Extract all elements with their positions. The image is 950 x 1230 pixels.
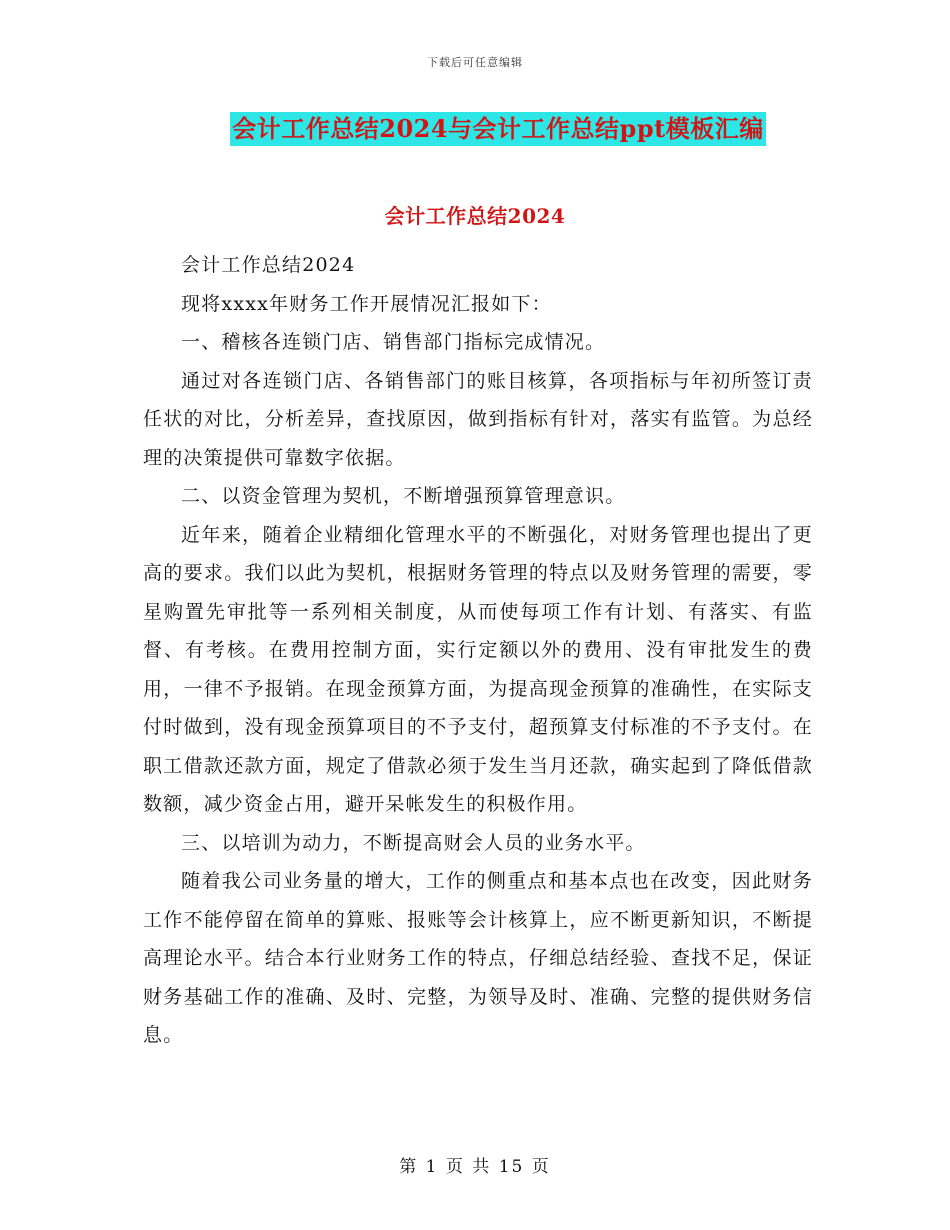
paragraph-7-heading: 三、以培训为动力，不断提高财会人员的业务水平。 — [181, 831, 646, 854]
document-body — [143, 246, 813, 1055]
document-title-container — [0, 112, 950, 146]
paragraph-2: 现将xxxx年财务工作开展情况汇报如下： — [181, 292, 552, 315]
paragraph-4: 通过对各连锁门店、各销售部门的账目核算，各项指标与年初所签订责任状的对比，分析差异，查找原因，做到指标有针对，落实有监管。为总经理的决策提供可靠数字依据。 — [143, 369, 813, 469]
header-note: 下载后可任意编辑 — [427, 56, 523, 69]
section-title: 会计工作总结2024 — [384, 204, 566, 228]
paragraph-5-heading: 二、以资金管理为契机，不断增强预算管理意识。 — [181, 485, 626, 507]
page-footer: 第 1 页 共 15 页 — [399, 1157, 551, 1177]
paragraph-3-heading: 一、稽核各连锁门店、销售部门指标完成情况。 — [181, 331, 606, 353]
paragraph-8: 随着我公司业务量的增大，工作的侧重点和基本点也在改变，因此财务工作不能停留在简单的算账、报账等会计核算上，应不断更新知识，不断提高理论水平。结合本行业财务工作的特点，仔细总结经验、查找不足，保证财务基础工作的准确、及时、完整，为领导及时、准确、完整的提供财务信息。 — [143, 870, 813, 1046]
paragraph-1: 会计工作总结2024 — [181, 254, 356, 276]
document-title: 会计工作总结2024与会计工作总结ppt模板汇编 — [230, 112, 765, 146]
paragraph-6: 近年来，随着企业精细化管理水平的不断强化，对财务管理也提出了更高的要求。我们以此为契机，根据财务管理的特点以及财务管理的需要，零星购置先审批等一系列相关制度，从而使每项工作有计划、有落实、有监督、有考核。在费用控制方面，实行定额以外的费用、没有审批发生的费用，一律不予报销。在现金预算方面，为提高现金预算的准确性，在实际支付时做到，没有现金预算项目的不予支付，超预算支付标准的不予支付。在职工借款还款方面，规定了借款必须于发生当月还款，确实起到了降低借款数额，减少资金占用，避开呆帐发生的积极作用。 — [143, 523, 813, 815]
